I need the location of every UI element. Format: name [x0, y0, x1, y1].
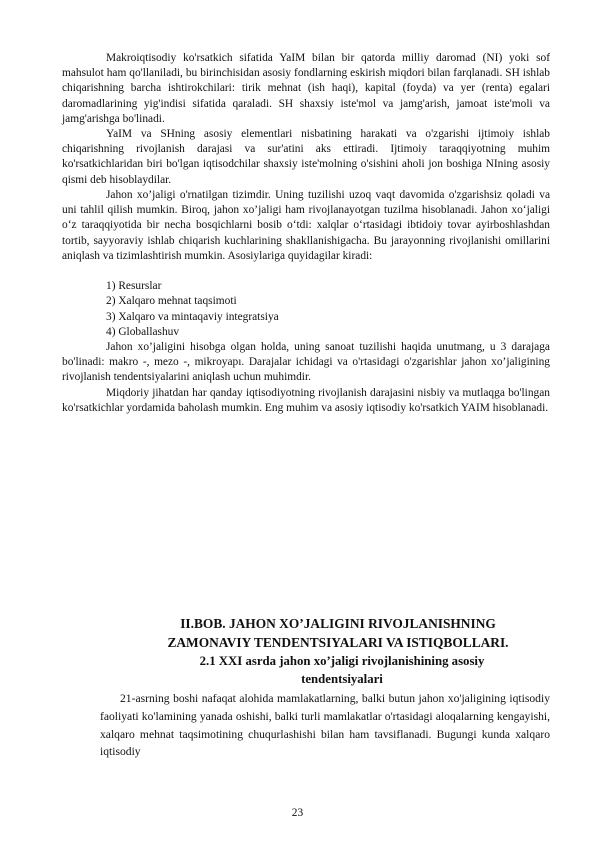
list-item: 4) Globallashuv	[106, 326, 180, 338]
list-item: 2) Xalqaro mehnat taqsimoti	[106, 295, 237, 307]
page-number: 23	[291, 807, 304, 819]
section-title-line-1: 2.1 XXI asrda jahon xo’jaligi rivojlanishining asosiy	[199, 654, 485, 668]
paragraph-ni-definition: Makroiqtisodiy ko'rsatkich sifatida YaIM bilan bir qatorda milliy daromad (NI) yoki sof mahsulot ham qo'llaniladi, bu birinchisidan asosiy fondlarning eskirish miqdori bilan farqlanadi. SH ishlab chiqarishning barcha ishtirokchilari: tirik mehnat (ish haqi), kapital (foyda) va yer (renta) egalari daromadlarining yig'indisi sifatida qaraladi. SH shaxsiy iste'mol va jamg'arish, jamoat iste'moli va jamg'arishga bo'linadi.	[62, 52, 550, 125]
list-item: 3) Xalqaro va mintaqaviy integratsiya	[106, 311, 279, 323]
paragraph-quantitative-indicators: Miqdoriy jihatdan har qanday iqtisodiyotning rivojlanish darajasini nisbiy va mutlaqga bo'lingan ko'rsatkichlar yordamida baholash mumkin. Eng muhim va asosiy iqtisodiy ko'rsatkich YAIM hisoblanadi.	[62, 387, 550, 415]
chapter-title-line-2: ZAMONAVIY TENDENTSIYALARI VA ISTIQBOLLARI.	[167, 635, 509, 650]
paragraph-world-economy-system: Jahon xo’jaligi o'rnatilgan tizimdir. Uning tuzilishi uzoq vaqt davomida o'zgarishsiz qoladi va uni tahlil qilish mumkin. Biroq, jahon xo’jaligi ham rivojlanayotgan tuzilma hisoblanadi. Jahon xo‘jaligi o‘z taraqqiyotida bir necha bosqichlarni bosib o‘tdi: xalqlar o‘rtasidagi ibtidoiy tovar ayirboshlashdan tortib, sayyoraviy ishlab chiqarish kuchlarining shakllanishigacha. Bu jarayonning rivojlanishi omillarini aniqlash va tizimlashtirish mumkin. Asosiylariga quyidagilar kiradi:	[62, 189, 550, 262]
paragraph-gdp-elements: YaIM va SHning asosiy elementlari nisbatining harakati va o'zgarishi ijtimoiy ishlab chiqarishning rivojlanish darajasi va sur'atini aks ettiradi. Ijtimoiy taraqqiyotning muhim ko'rsatkichlaridan biri bo'lgan iqtisodchilar shaxsiy iste'molning o'sishini aholi jon boshiga NIning asosiy qismi deb hisoblaydilar.	[62, 128, 550, 186]
section-title-line-2: tendentsiyalari	[301, 672, 383, 686]
paragraph-21st-century: 21-asrning boshi nafaqat alohida mamlakatlarning, balki butun jahon xo'jaligining iqtisodiy faoliyati ko'lamining yanada oshishi, balki turli mamlakatlar o'rtasidagi aloqalarning kengayishi, xalqaro mehnat taqsimotining chuqurlashishi bilan ham tavsiflanadi. Bugungi kunda xalqaro iqtisodiy	[100, 692, 550, 759]
chapter-title-line-1: II.BOB. JAHON XO’JALIGINI RIVOJLANISHNING	[180, 616, 496, 631]
paragraph-industry-structure: Jahon xo’jaligini hisobga olgan holda, uning sanoat tuzilishi haqida unutmang, u 3 darajaga bo'linadi: makro -, mezo -, mikroyapı. Darajalar ichidagi va o'rtasidagi o'zgarishlar jahon xo’jaligining rivojlanish tendentsiyalarini aniqlash uchun muhimdir.	[62, 341, 550, 384]
list-item: 1) Resurslar	[106, 280, 162, 292]
